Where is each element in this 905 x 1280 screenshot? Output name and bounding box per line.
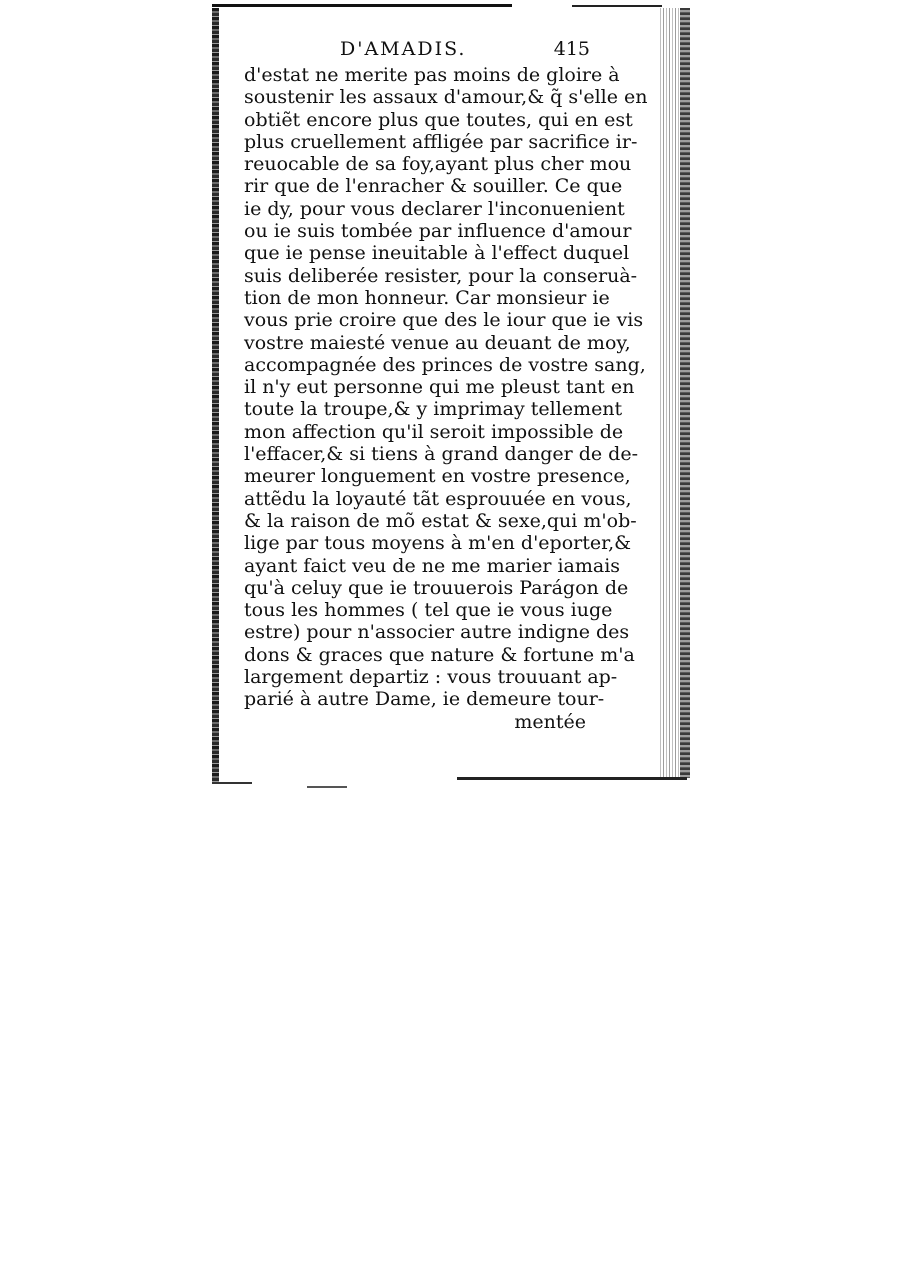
text-line: plus cruellement affligée par sacrifice ir- bbox=[244, 130, 638, 153]
text-line: accompagnée des princes de vostre sang, bbox=[244, 353, 646, 376]
binding-gutter-left bbox=[212, 8, 219, 784]
text-line: rir que de l'enracher & souiller. Ce que bbox=[244, 175, 623, 198]
text-line: qu'à celuy que ie trouuerois Parágon de bbox=[244, 576, 629, 599]
text-line: mon affection qu'il seroit impossible de bbox=[244, 420, 624, 443]
text-line: parié à autre Dame, ie demeure tour- bbox=[244, 688, 605, 711]
running-head: D'AMADIS. bbox=[340, 38, 467, 60]
text-line: dons & graces que nature & fortune m'a bbox=[244, 643, 635, 666]
text-line: que ie pense ineuitable à l'effect duquel bbox=[244, 242, 630, 265]
text-line: obtiẽt encore plus que toutes, qui en est bbox=[244, 108, 633, 131]
text-line: tous les hommes ( tel que ie vous iuge bbox=[244, 599, 613, 622]
page-edge-right-dark bbox=[680, 8, 690, 778]
top-edge-rule-right bbox=[572, 5, 662, 7]
top-edge-rule bbox=[212, 4, 512, 7]
text-line: tion de mon honneur. Car monsieur ie bbox=[244, 286, 610, 309]
text-line: suis deliberée resister, pour la conseruà- bbox=[244, 264, 638, 287]
text-line: estre) pour n'associer autre indigne des bbox=[244, 621, 630, 644]
text-line: largement departiz : vous trouuant ap- bbox=[244, 666, 618, 689]
text-line: ou ie suis tombée par influence d'amour bbox=[244, 220, 632, 243]
text-line: vostre maiesté venue au deuant de moy, bbox=[244, 331, 631, 354]
page-header bbox=[340, 38, 590, 66]
text-line: reuocable de sa foy,ayant plus cher mou bbox=[244, 153, 632, 176]
text-line: l'effacer,& si tiens à grand danger de de- bbox=[244, 443, 638, 466]
text-line: attẽdu la loyauté tãt esprouuée en vous, bbox=[244, 487, 632, 510]
text-line: d'estat ne merite pas moins de gloire à bbox=[244, 64, 620, 86]
text-line: lige par tous moyens à m'en d'eporter,& bbox=[244, 532, 632, 555]
text-line: & la raison de mõ estat & sexe,qui m'ob- bbox=[244, 509, 637, 532]
text-line: il n'y eut personne qui me pleust tant en bbox=[244, 376, 635, 399]
bottom-edge-rule-left bbox=[212, 782, 252, 784]
text-line: ayant faict veu de ne me marier iamais bbox=[244, 554, 621, 577]
page-number: 415 bbox=[553, 38, 590, 60]
catchword: mentée bbox=[514, 710, 586, 733]
text-line: soustenir les assaux d'amour,& q̃ s'elle en bbox=[244, 86, 648, 109]
text-line: vous prie croire que des le iour que ie vis bbox=[244, 309, 644, 332]
text-line: toute la troupe,& y imprimay tellement bbox=[244, 398, 623, 421]
bottom-edge-rule bbox=[457, 777, 687, 780]
text-line: meurer longuement en vostre presence, bbox=[244, 465, 631, 488]
body-text bbox=[244, 64, 648, 733]
bottom-edge-dash bbox=[307, 786, 347, 788]
text-line: ie dy, pour vous declarer l'inconuenient bbox=[244, 197, 625, 220]
